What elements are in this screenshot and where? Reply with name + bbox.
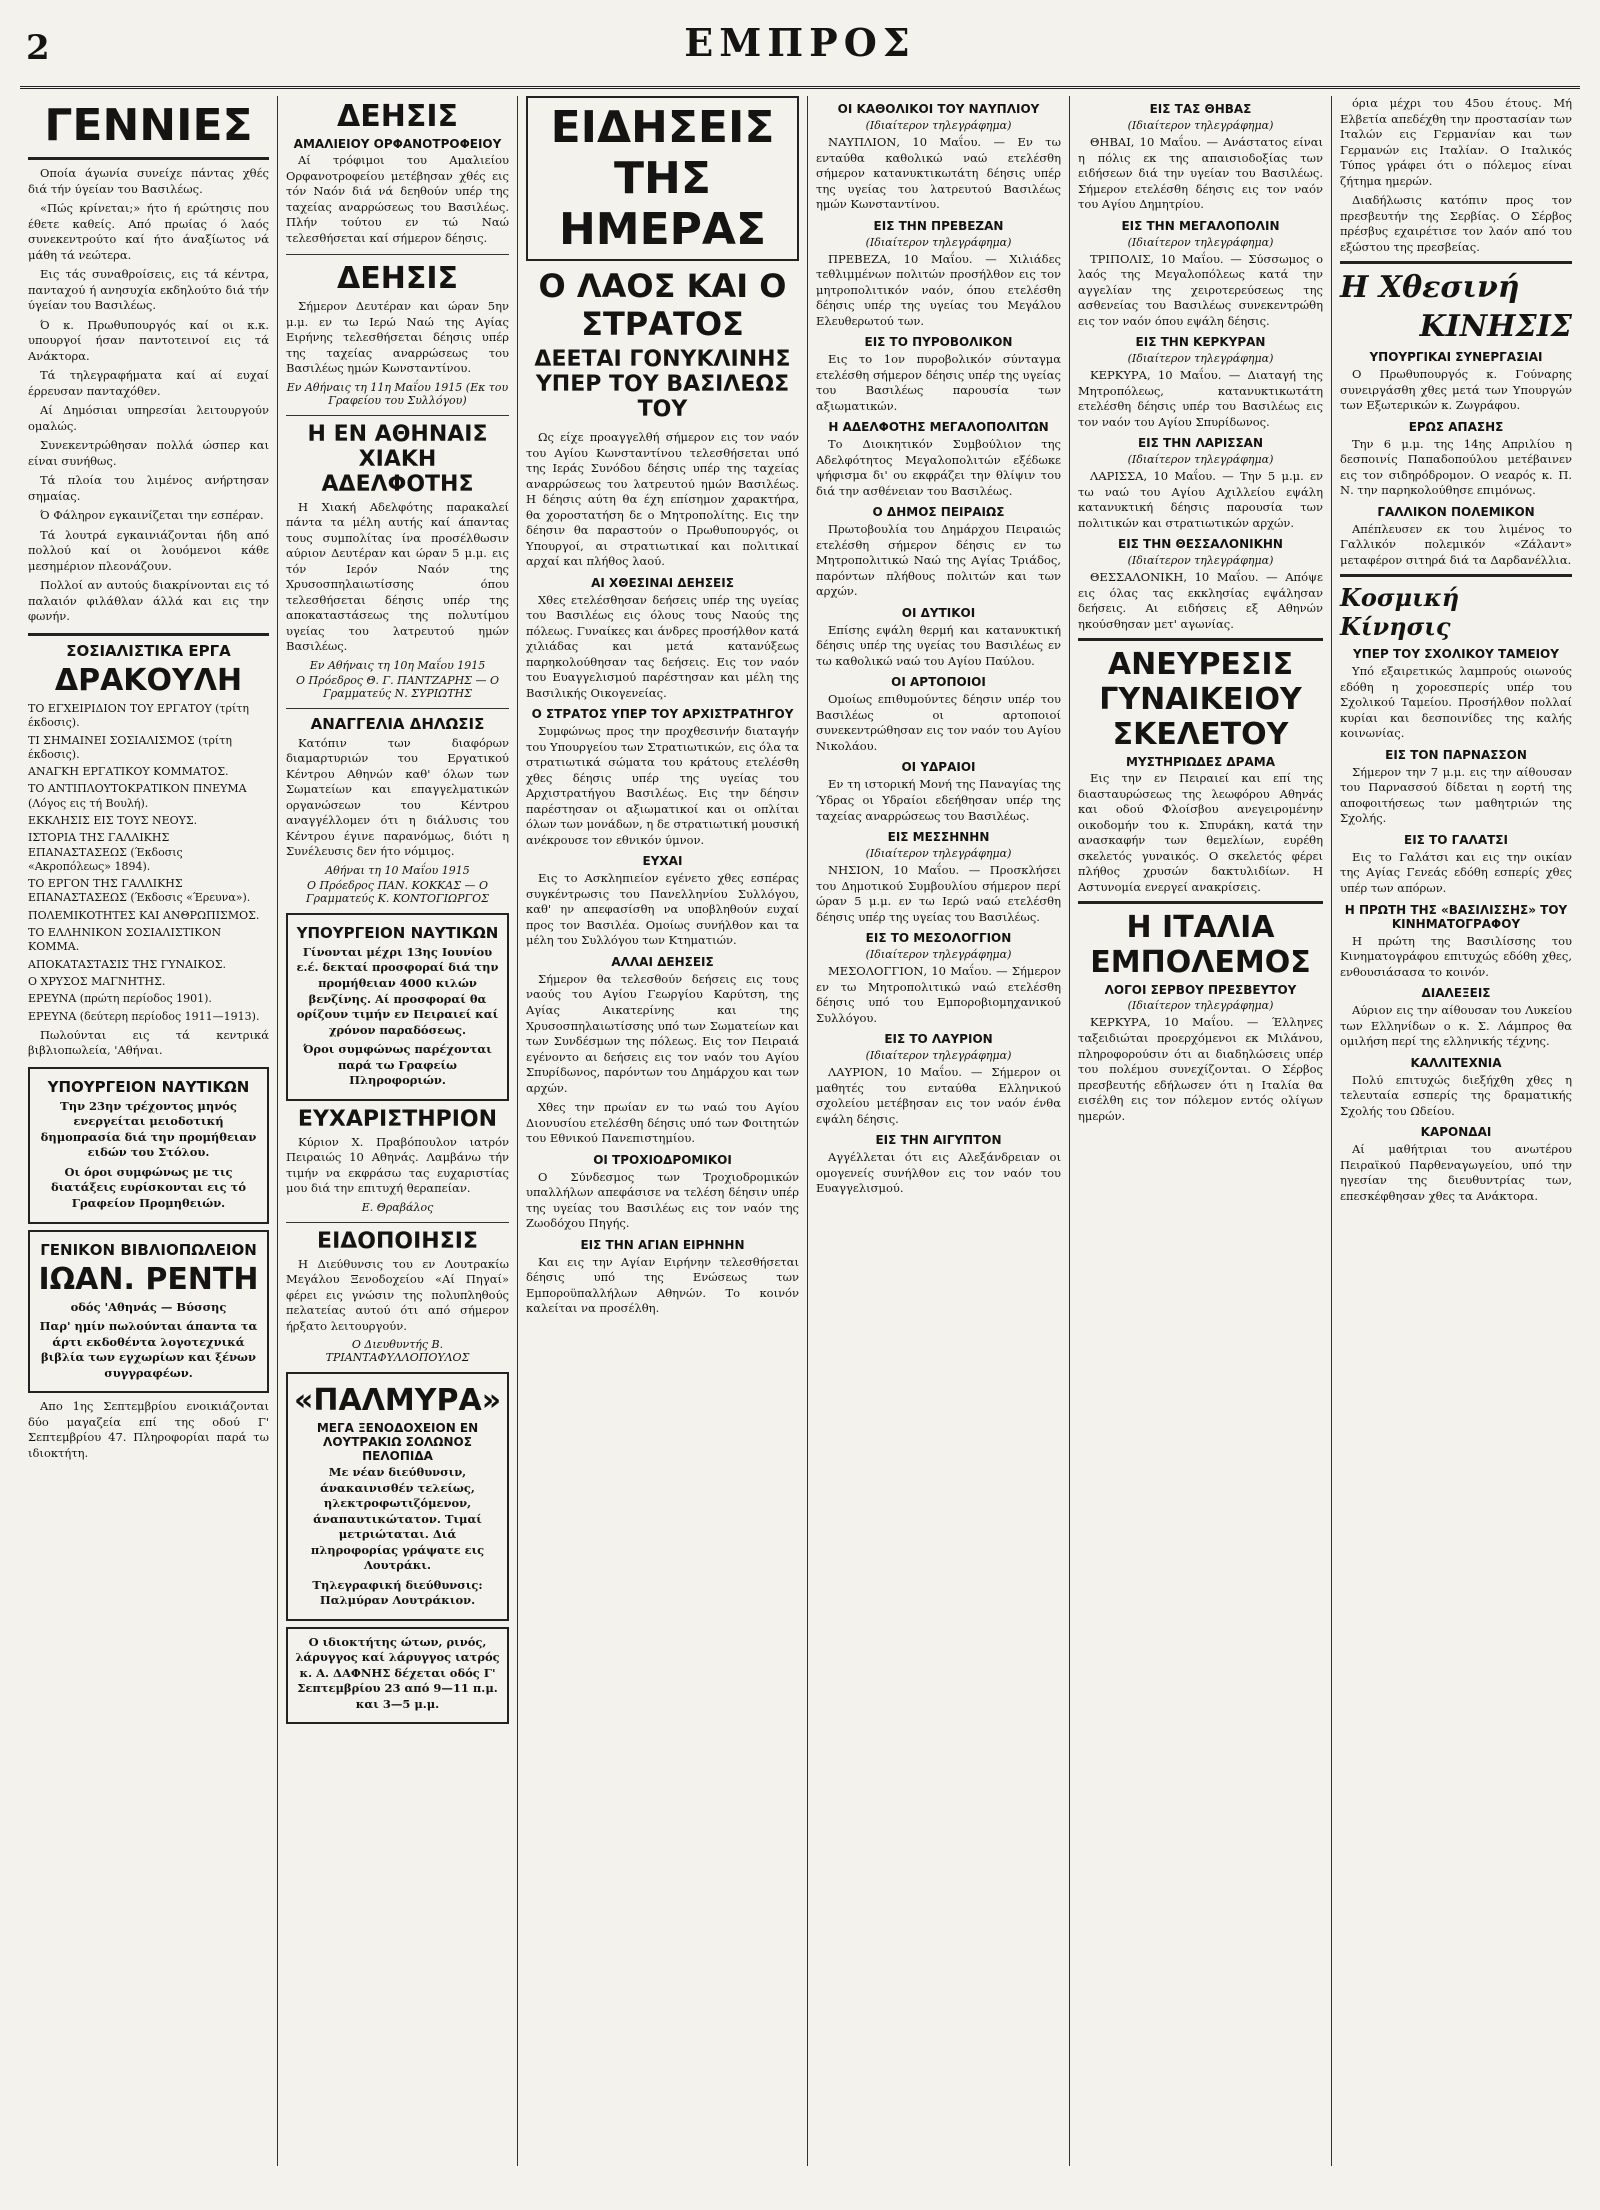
paragraph: Σήμερον Δευτέραν και ώραν 5ην μ.μ. εν τω Ιερώ Ναώ της Αγίας Ειρήνης τελεσθήσεται δέησις υπέρ της ταχείας αναρρώσεως του Βασιλέως ημών Κωνσταντίνου.: [286, 299, 509, 376]
section-title: ΕΙΣ ΤΑΣ ΘΗΒΑΣ: [1149, 102, 1252, 116]
section-title: ΟΙ ΤΡΟΧΙΟΔΡΟΜΙΚΟΙ: [593, 1152, 732, 1167]
paragraph: Πωλούνται εις τά κεντρικά βιβλιοπωλεία, 'Αθήναι.: [28, 1027, 269, 1058]
column-1: [20, 96, 278, 2166]
advertisement-navy: [28, 1067, 269, 1224]
italy-headline: Η ΙΤΑΛΙΑ ΕΜΠΟΛΕΜΟΣ: [1090, 910, 1311, 981]
paragraph: ΠΡΕΒΕΖΑ, 10 Μαΐου. — Χιλιάδες τεθλιμμένων πολιτών προσήλθον εις τον μητροπολιτικόν ναόν, όπου ετελέσθη δέησις υπέρ της υγείας του Μεγάλου Ελευθερωτού των.: [816, 251, 1061, 328]
paragraph: Κατόπιν των διαφόρων διαμαρτυριών του Εργατικού Κέντρου Αθηνών καθ' όλων των Σωματείων και επαγγελματικών οργανώσεων του Κέντρου αναγγέλλομεν ότι η διάλυσις του Κέντρου έγινε παρανόμως, διότι η Συνέλευσις δεν ήτο νόμιμος.: [286, 735, 509, 859]
paragraph: Πολύ επιτυχώς διεξήχθη χθες η τελευταία εσπερίς της δραματικής Σχολής του Ωδείου.: [1340, 1072, 1572, 1118]
paragraph: Η Διεύθυνσις του εν Λουτρακίω Μεγάλου Ξενοδοχείου «Αί Πηγαί» φέρει εις γνώσιν της πολυπληθούς πελατείας αυτού ότι από σήμερον ήρξατο λειτουργούν.: [286, 1256, 509, 1333]
section-title: ΚΑΡΟΝΔΑΙ: [1420, 1125, 1492, 1140]
paragraph: Τά λουτρά εγκαινιάζονται ήδη από πολλού καί οι λουόμενοι κάθε μεσημέριον πλεονάζουν.: [28, 527, 269, 573]
section-title: ΕΙΣ ΤΗΝ ΑΙΓΥΠΤΟΝ: [875, 1133, 1002, 1148]
ad-text: Οι όροι συμφώνως με τις διατάξεις ευρίσκονται εις τό Γραφείον Προμηθειών.: [50, 1164, 247, 1210]
ad-text: Τηλεγραφική διεύθυνσις: Παλμύραν Λουτράκιον.: [312, 1577, 483, 1608]
telegram-caption: (Ιδιαίτερον τηλεγράφημα): [1127, 554, 1274, 568]
telegram-caption: (Ιδιαίτερον τηλεγράφημα): [1127, 453, 1274, 467]
article-gennies: [28, 100, 269, 625]
advertisement-doctor: [286, 1627, 509, 1725]
ad-text: οδός 'Αθηνάς — Βύσσης: [70, 1299, 227, 1314]
telegram-caption: (Ιδιαίτερον τηλεγράφημα): [865, 1049, 1012, 1063]
section-title: ΕΙΣ ΤΗΝ ΠΡΕΒΕΖΑΝ: [873, 218, 1004, 233]
paragraph: Εις το Γαλάτσι και εις την οικίαν της Αγίας Γενεάς εδόθη εσπερίς χθες υπέρ των απόρων.: [1340, 849, 1572, 895]
paragraph: Σήμερον θα τελεσθούν δεήσεις εις τους ναούς του Αγίου Γεωργίου Καρύτση, της Αγίας Αικατερίνης και της Χρυσοσπηλαιωτίσσης υπό των Σωματείων και των Συνδέσμων της πόλεως. Εις τον Πειραιά εγένοντο αι δεήσεις εις τον ναόν του Αγίου Σπυρίδωνος, παρόντων του Δημάρχου και των αρχών.: [526, 971, 799, 1095]
section-title: ΟΙ ΚΑΘΟΛΙΚΟΙ ΤΟΥ ΝΑΥΠΛΙΟΥ: [837, 102, 1040, 116]
list-item: Ο ΧΡΥΣΟΣ ΜΑΓΝΗΤΗΣ.: [28, 974, 166, 988]
telegram-caption: (Ιδιαίτερον τηλεγράφημα): [1127, 352, 1274, 366]
list-item: ΑΝΑΓΚΗ ΕΡΓΑΤΙΚΟΥ ΚΟΜΜΑΤΟΣ.: [28, 765, 229, 779]
list-item: ΤΟ ΕΓΧΕΙΡΙΔΙΟΝ ΤΟΥ ΕΡΓΑΤΟΥ (τρίτη έκδοσις).: [28, 701, 249, 730]
paragraph: Συμφώνως προς την προχθεσινήν διαταγήν του Υπουργείου των Στρατιωτικών, εις όλα τα στρατιωτικά σώματα του κράτους ετελέσθη χθες δέησις υπέρ της υγείας του Αρχιστρατήγου Βασιλέως. Εις την δέησιν παρέστησαν οι αξιωματικοί και οι οπλίται όλων των μονάδων, η δε στρατιωτική μουσική ανέκρουσε τον εθνικόν ύμνον.: [526, 724, 799, 847]
section-title: ΕΙΣ ΤΟ ΜΕΣΟΛΟΓΓΙΟΝ: [865, 931, 1012, 946]
column-2: [278, 96, 518, 2166]
column-6: [1332, 96, 1580, 2166]
paragraph: Τά πλοία του λιμένος ανήρτησαν σημαίας.: [28, 473, 269, 503]
divider: [1340, 574, 1572, 577]
list-item: ΠΟΛΕΜΙΚΟΤΗΤΕΣ ΚΑΙ ΑΝΘΡΩΠΙΣΜΟΣ.: [28, 908, 260, 922]
paragraph: Κύριον Χ. Πραβόπουλον ιατρόν Πειραιώς 10 Αθηνάς. Λαμβάνω τήν τιμήν να εκφράσω τας ευχαριστίας μου διά την επιτυχή θεραπείαν.: [286, 1134, 509, 1196]
telegram-caption: (Ιδιαίτερον τηλεγράφημα): [865, 235, 1012, 249]
section-title: ΕΙΣ ΤΗΝ ΛΑΡΙΣΣΑΝ: [1137, 436, 1264, 451]
paragraph: ΛΑΥΡΙΟΝ, 10 Μαΐου. — Σήμερον οι μαθητές του ενταύθα Ελληνικού σχολείου μετέβησαν εις τον ναόν ένθα εψάλη δέησις.: [816, 1065, 1061, 1126]
telegram-caption: (Ιδιαίτερον τηλεγράφημα): [865, 847, 1012, 861]
article-chian-brotherhood: [286, 422, 509, 700]
paragraph: Οποία άγωνία συνείχε πάντας χθές διά τήν ύγείαν του Βασιλέως.: [28, 166, 269, 196]
social-movement-heading: Κοσμική Κίνησις: [1340, 583, 1460, 642]
section-title: ΕΙΣ ΤΗΝ ΜΕΓΑΛΟΠΟΛΙΝ: [1121, 218, 1280, 233]
ad-title: «ΠΑΛΜΥΡΑ»: [294, 1383, 502, 1419]
section-title: ΕΥΧΑΙ: [642, 854, 683, 869]
paragraph: Απέπλευσεν εκ του λιμένος το Γαλλικόν πολεμικόν «Ζάλαντ» μεταφέρον σιτηρά διά τα Δαρδανέλλια.: [1340, 521, 1572, 567]
italy-subheadline: ΛΟΓΟΙ ΣΕΡΒΟΥ ΠΡΕΣΒΕΥΤΟΥ: [1104, 983, 1297, 998]
signature: Ο Διευθυντής Β. ΤΡΙΑΝΤΑΦΥΛΛΟΠΟΥΛΟΣ: [325, 1338, 470, 1365]
section-title: ΟΙ ΑΡΤΟΠΟΙΟΙ: [891, 675, 986, 690]
section-title: ΓΑΛΛΙΚΟΝ ΠΟΛΕΜΙΚΟΝ: [1377, 504, 1535, 519]
divider: [286, 708, 509, 709]
paragraph: ΛΑΡΙΣΣΑ, 10 Μαΐου. — Την 5 μ.μ. εν τω ναώ του Αγίου Αχιλλείου εψάλη κατανυκτική δέησις παρουσία των πολιτικών και στρατιωτικών αρχών.: [1078, 469, 1323, 530]
article-thanks: [286, 1107, 509, 1214]
paragraph: Εις το Ασκληπιείον εγένετο χθες εσπέρας συγκέντρωσις του Πανελληνίου Συλλόγου, καθ' ην απεφασίσθη να υποβληθούν ευχαί προς τον Βασιλέα. Ομοίως συνήλθον και τα μέλη του Συλλόγου των Κτηματιών.: [526, 871, 799, 948]
list-item: ΑΠΟΚΑΤΑΣΤΑΣΙΣ ΤΗΣ ΓΥΝΑΙΚΟΣ.: [28, 957, 226, 971]
article-socialist-works: [28, 642, 269, 1059]
section-title: ΕΙΣ ΤΗΝ ΑΓΙΑΝ ΕΙΡΗΝΗΝ: [580, 1237, 745, 1252]
paragraph: Απο 1ης Σεπτεμβρίου ενοικιάζονται δύο μαγαζεία επί της οδού Γ' Σεπτεμβρίου 47. Πληροφορίαι παρά τω ιδιοκτήτη.: [28, 1399, 269, 1460]
paragraph: Αί μαθήτριαι του ανωτέρου Πειραϊκού Παρθεναγωγείου, υπό την ηγεσίαν της διευθυντρίας των, επεσκέφθησαν χθες τα Ανάκτορα.: [1340, 1142, 1572, 1203]
paragraph: ΘΗΒΑΙ, 10 Μαΐου. — Ανάστατος είναι η πόλις εκ της απαισιοδοξίας των ειδήσεων διά την υγείαν του Βασιλέως. Σήμερον ετελέσθη δέησις εις τον ναόν του Αγίου Δημητρίου.: [1078, 135, 1323, 212]
section-title: ΥΠΟΥΡΓΙΚΑΙ ΣΥΝΕΡΓΑΣΙΑΙ: [1369, 350, 1543, 365]
author-name: ΔΡΑΚΟΥΛΗ: [54, 662, 243, 698]
section-title: ΕΙΣ ΜΕΣΣΗΝΗΝ: [887, 830, 990, 845]
paragraph: Και εις την Αγίαν Ειρήνην τελεσθήσεται δέησις υπό της Ενώσεως των Εμποροϋπαλλήλων Αθηνών. Το κοινόν καλείται να προσέλθη.: [526, 1254, 799, 1316]
paragraph: ΝΗΣΙΟΝ, 10 Μαΐου. — Προσκλήσει του Δημοτικού Συμβουλίου σήμερον περί ώραν 5 μ.μ. εν τω Ιερώ ναώ ετελέσθη δέησις υπέρ της υγείας του Βασιλέως.: [816, 863, 1061, 924]
newspaper-page: [20, 16, 1580, 2176]
section-title: ΥΠΕΡ ΤΟΥ ΣΧΟΛΙΚΟΥ ΤΑΜΕΙΟΥ: [1353, 647, 1559, 662]
paragraph: Πολλοί αν αυτούς διακρίνονται εις τό παλαιόν φιλάθλαν άλλά και εις την φωνήν.: [28, 578, 269, 624]
news-of-the-day-title: ΕΙΔΗΣΕΙΣ ΤΗΣ ΗΜΕΡΑΣ: [526, 96, 799, 261]
list-item: ΕΡΕΥΝΑ (πρώτη περίοδος 1901).: [28, 992, 212, 1006]
paragraph: ΤΡΙΠΟΛΙΣ, 10 Μαΐου. — Σύσσωμος ο λαός της Μεγαλοπόλεως κατά την αγγελίαν της χειροτερεύσεως της ασθενείας του Βασιλέως συνεκεντρώθη εις τον ναόν όπου εψάλη δέησις.: [1078, 251, 1323, 328]
paragraph: Διαδήλωσις κατόπιν προς τον πρεσβευτήν της Σερβίας. Ο Σέρβος πρέσβυς εχαιρέτισε τον λαόν από του εξώστου της πρεσβείας.: [1340, 193, 1572, 254]
telegram-caption: (Ιδιαίτερον τηλεγράφημα): [865, 119, 1012, 132]
paragraph: Ο Σύνδεσμος των Τροχιοδρομικών υπαλλήλων απεφάσισε να τελέση δέησιν υπέρ της υγείας του Βασιλέως εις τον ναόν της Ζωοδόχου Πηγής.: [526, 1169, 799, 1231]
section-title: ΟΙ ΔΥΤΙΚΟΙ: [901, 605, 976, 620]
ad-text: Όροι συμφώνως παρέχονται παρά τω Γραφείω Πληροφοριών.: [303, 1042, 492, 1088]
section-title: ΕΙΣ ΤΟ ΓΑΛΑΤΣΙ: [1404, 832, 1508, 847]
paragraph: Ό κ. Πρωθυπουργός καί οι κ.κ. υπουργοί ήσαν παντοτεινοί εις τά Ανάκτορα.: [28, 317, 269, 363]
list-item: ΕΡΕΥΝΑ (δεύτερη περίοδος 1911—1913).: [28, 1009, 260, 1023]
paragraph: Πρωτοβουλία του Δημάρχου Πειραιώς ετελέσθη σήμερον δέησις εν τω Μητροπολιτικώ Ναώ της Αγίας Τριάδος, παρόντων πλήθους πολιτών και των αρχών.: [816, 522, 1061, 599]
paragraph: Το Διοικητικόν Συμβούλιον της Αδελφότητος Μεγαλοπολιτών εξέδωκε ψήφισμα δι' ου εκφράζει την θλίψιν του διά την ασθένειαν του Βασιλέως.: [816, 437, 1061, 498]
masthead: [20, 16, 1580, 89]
paragraph: Εν τη ιστορική Μονή της Παναγίας της Ύδρας οι Υδραίοι εδεήθησαν υπέρ της ταχείας αναρρώσεως του Βασιλέως.: [816, 777, 1061, 823]
paragraph: Επίσης εψάλη θερμή και κατανυκτική δέησις υπέρ της υγείας του Βασιλέως εν τω καθολικώ ναώ του Αγίου Παύλου.: [816, 622, 1061, 668]
article-title: ΕΙΔΟΠΟΙΗΣΙΣ: [317, 1228, 478, 1254]
column-3: [518, 96, 808, 2166]
section-title: ΔΙΑΛΕΞΕΙΣ: [1421, 986, 1491, 1001]
paper-name: ΕΜΠΡΟΣ: [684, 20, 916, 65]
paragraph: Ό Φάληρον εγκαινίζεται την εσπέραν.: [40, 508, 264, 523]
article-deisis-orphanage: [286, 99, 509, 246]
ad-text: Με νέαν διεύθυνσιν, άνακαινισθέν τελείως, ηλεκτροφωτιζόμενον, άναπαυτικώτατον. Τιμαί μετριώταται. Διά πληροφορίας γράψατε εις Λουτράκι.: [310, 1465, 485, 1573]
telegram-caption: (Ιδιαίτερον τηλεγράφημα): [1127, 235, 1274, 249]
ad-title: ΥΠΟΥΡΓΕΙΟΝ ΝΑΥΤΙΚΩΝ: [296, 923, 499, 942]
paragraph: Χθες ετελέσθησαν δεήσεις υπέρ της υγείας του Βασιλέως εις όλους τους Ναούς της πόλεως. Γυναίκες και άνδρες προσήλθον κατά χιλιάδας και μετά κατανύξεως παρηκολούθησαν τας δεήσεις. Εις τον ναόν του Ευαγγελισμού παρέστησαν και μέλη της Βασιλικής Οικογενείας.: [526, 592, 799, 700]
skeleton-subheadline: ΜΥΣΤΗΡΙΩΔΕΣ ΔΡΑΜΑ: [1126, 755, 1275, 770]
paragraph: «Πώς κρίνεται;» ήτο ή ερώτησις που έθετε καθείς. Από πρωίας ό λαός συνεκεντρούτο καί ήτο άναξίωτος νά μάθη τά νεώτερα.: [28, 201, 269, 262]
ad-text: Ο ιδιοκτήτης ώτων, ρινός, λάρυγγος καί λάρυγγος ιατρός κ. Α. ΔΑΦΝΗΣ δέχεται οδός Γ' Σεπτεμβρίου 23 από 9—11 π.μ. και 3—5 μ.μ.: [295, 1634, 500, 1711]
lead-headline: Ο ΛΑΟΣ ΚΑΙ Ο ΣΤΡΑΤΟΣ: [538, 267, 787, 343]
list-item: ΕΚΚΛΗΣΙΣ ΕΙΣ ΤΟΥΣ ΝΕΟΥΣ.: [28, 814, 198, 827]
section-title: ΕΙΣ ΤΟ ΠΥΡΟΒΟΛΙΚΟΝ: [864, 335, 1013, 350]
article-title: ΔΕΗΣΙΣ: [337, 99, 458, 134]
column-4: [808, 96, 1070, 2166]
section-title: ΕΙΣ ΤΗΝ ΚΕΡΚΥΡΑΝ: [1135, 335, 1266, 350]
article-deisis: [286, 261, 509, 407]
paragraph: Εις το 1ον πυροβολικόν σύνταγμα ετελέσθη σήμερον δέησις υπέρ της υγείας του Βασιλέως παρουσία των αξιωματικών.: [816, 352, 1061, 413]
signature: Εν Αθήναις τη 11η Μαΐου 1915 (Εκ του Γραφείου του Συλλόγου): [286, 380, 509, 407]
paragraph: ΚΕΡΚΥΡΑ, 10 Μαΐου. — Έλληνες ταξειδιώται προερχόμενοι εκ Μιλάνου, πληροφορούσιν ότι αι διαδηλώσεις υπέρ του πολέμου συνεχίζονται. Ο Σέρβος πρεσβευτής εδήλωσεν ότι η Ιταλία θα εισέλθη εις τον πόλεμον εντός ολίγων ημερών.: [1078, 1015, 1323, 1123]
paragraph: Τά τηλεγραφήματα καί αί ευχαί έρρευσαν πανταχόθεν.: [28, 368, 269, 398]
list-item: ΙΣΤΟΡΙΑ ΤΗΣ ΓΑΛΛΙΚΗΣ ΕΠΑΝΑΣΤΑΣΕΩΣ (Έκδοσις «Ακροπόλεως» 1894).: [28, 831, 183, 873]
divider: [286, 415, 509, 416]
book-list: [28, 702, 269, 1024]
article-title: ΕΥΧΑΡΙΣΤΗΡΙΟΝ: [297, 1106, 498, 1132]
lead-subheadline: ΔΕΕΤΑΙ ΓΟΝΥΚΛΙΝΗΣ ΥΠΕΡ ΤΟΥ ΒΑΣΙΛΕΩΣ ΤΟΥ: [534, 347, 791, 422]
advertisement-bookshop: [28, 1230, 269, 1394]
section-title: Ο ΣΤΡΑΤΟΣ ΥΠΕΡ ΤΟΥ ΑΡΧΙΣΤΡΑΤΗΓΟΥ: [531, 707, 794, 722]
divider: [28, 157, 269, 160]
advertisement-palmyra: [286, 1372, 509, 1621]
article-title: ΑΝΑΓΓΕΛΙΑ ΔΗΛΩΣΙΣ: [310, 714, 485, 733]
article-notice: [286, 1229, 509, 1365]
section-title: ΕΙΣ ΤΟΝ ΠΑΡΝΑΣΣΟΝ: [1385, 747, 1527, 762]
section-title: ΚΑΛΛΙΤΕΧΝΙΑ: [1410, 1055, 1502, 1070]
signature: Ο Πρόεδρος Θ. Γ. ΠΑΝΤΖΑΡΗΣ — Ο Γραμματεύς Ν. ΣΥΡΙΩΤΗΣ: [296, 673, 499, 700]
paragraph: Αγγέλλεται ότι εις Αλεξάνδρειαν οι ομογενείς συνήλθον εις τον ναόν του Ευαγγελισμού.: [816, 1150, 1061, 1196]
article-title: ΔΕΗΣΙΣ: [337, 261, 458, 297]
article-subtitle: ΑΜΑΛΙΕΙΟΥ ΟΡΦΑΝΟΤΡΟΦΕΙΟΥ: [293, 137, 502, 151]
movement-heading: ΚΙΝΗΣΙΣ: [1419, 309, 1572, 345]
column-5: [1070, 96, 1332, 2166]
divider: [28, 633, 269, 636]
telegram-caption: (Ιδιαίτερον τηλεγράφημα): [1127, 119, 1274, 132]
ad-text: Παρ' ημίν πωλούνται άπαντα τα άρτι εκδοθέντα λογοτεχνικά βιβλία των εγχωρίων και ξένων συγγραφέων.: [39, 1319, 258, 1380]
paragraph: Αί τρόφιμοι του Αμαλιείου Ορφανοτροφείου μετέβησαν χθές εις τόν Ναόν διά νά δεηθούν υπέρ της ταχείας αναρρώσεως του Βασιλέως. Πλήν τούτου εν τώ Ναώ τελεσθήσεται καί σήμερον δέησις.: [286, 153, 509, 245]
paragraph: Η Χιακή Αδελφότης παρακαλεί πάντα τα μέλη αυτής καί άπαντας τους συμπολίτας ίνα προσέλθωσιν αύριον Δευτέραν και ώραν 5 μ.μ. εις τόν Ιερόν Ναόν της Χρυσοσπηλαιωτίσσης όπου τελεσθήσεται δέησις υπέρ της αποκαταστάσεως της πολυτίμου υγείας του λατρευτού ημών Βασιλέως.: [286, 499, 509, 654]
ad-name: ΙΩΑΝ. ΡΕΝΤΗ: [38, 1261, 259, 1297]
telegram-caption: (Ιδιαίτερον τηλεγράφημα): [865, 948, 1012, 962]
yesterday-heading: Η Χθεσινή: [1340, 270, 1520, 306]
list-item: ΤΟ ΕΛΛΗΝΙΚΟΝ ΣΟΣΙΑΛΙΣΤΙΚΟΝ ΚΟΜΜΑ.: [28, 926, 222, 954]
signature: Εν Αθήναις τη 10η Μαΐου 1915: [309, 658, 486, 672]
paragraph: ΚΕΡΚΥΡΑ, 10 Μαΐου. — Διαταγή της Μητροπόλεως, κατανυκτικωτάτη ετελέσθη δέησις υπέρ του Βασιλέως εις τον ναόν του Αγίου Σπυρίδωνος.: [1078, 368, 1323, 429]
columns: [20, 96, 1580, 2166]
divider: [1340, 261, 1572, 264]
paragraph: ΝΑΥΠΛΙΟΝ, 10 Μαΐου. — Εν τω ενταύθα καθολικώ ναώ ετελέσθη σήμερον κατανυκτικωτάτη δέησις υπέρ της υγείας του λατρευτού Βασιλέως ημών Κωνσταντίνου.: [816, 135, 1061, 212]
article-title: ΓΕΝΝΙΕΣ: [44, 100, 253, 151]
ad-text: Την 23ην τρέχοντος μηνός ενεργείται μειοδοτική δημοπρασία διά την προμήθειαν ειδών του Στόλου.: [40, 1098, 257, 1160]
section-title: ΟΙ ΥΔΡΑΙΟΙ: [901, 760, 976, 775]
divider: [286, 254, 509, 255]
section-title: Η ΑΔΕΛΦΟΤΗΣ ΜΕΓΑΛΟΠΟΛΙΤΩΝ: [828, 420, 1049, 435]
signature: Ε. Θραβάλος: [361, 1200, 434, 1214]
ad-text: Γίνονται μέχρι 13ης Ιουνίου ε.έ. δεκταί προσφοραί διά την προμήθειαν 4000 κιλών βενζίνης. Αί προσφοραί θα ορίζουν τιμήν εν Πειραιεί καί χρόνον παραδόσεως.: [296, 944, 499, 1037]
article-announcement: [286, 715, 509, 905]
paragraph: Αί Δημόσιαι υπηρεσίαι λειτουργούν ομαλώς.: [28, 403, 269, 433]
divider: [286, 1222, 509, 1223]
ad-title: ΥΠΟΥΡΓΕΙΟΝ ΝΑΥΤΙΚΩΝ: [47, 1077, 250, 1096]
section-title: ΣΟΣΙΑΛΙΣΤΙΚΑ ΕΡΓΑ: [66, 641, 231, 660]
paragraph: Σήμερον την 7 μ.μ. εις την αίθουσαν του Παρνασσού δίδεται η εορτή της αποφοιτήσεως των μαθητριών της Σχολής.: [1340, 764, 1572, 826]
article-title: Η ΕΝ ΑΘΗΝΑΙΣ ΧΙΑΚΗ ΑΔΕΛΦΟΤΗΣ: [307, 421, 488, 497]
paragraph: Ομοίως επιθυμούντες δέησιν υπέρ του Βασιλέως οι αρτοποιοί συνεκεντρώθησαν εις τον ναόν του Αγίου Νικολάου.: [816, 692, 1061, 753]
page-number: 2: [26, 28, 50, 68]
signature: Ο Πρόεδρος ΠΑΝ. ΚΟΚΚΑΣ — Ο Γραμματεύς Κ. ΚΟΝΤΟΓΙΩΡΓΟΣ: [306, 878, 489, 905]
section-title: ΕΡΩΣ ΑΠΑΣΗΣ: [1408, 419, 1504, 434]
paragraph: Την 6 μ.μ. της 14ης Απριλίου η δεσποινίς Παπαδοπούλου μετέβαινεν εις τον σιδηρόδρομον. Ο νεαρός κ. Π. Ν. την παρηκολούθησε επιμόνως.: [1340, 436, 1572, 498]
paragraph: Η πρώτη της Βασιλίσσης του Κινηματογράφου επιτυχώς εδόθη χθες, ενθουσιάσασα το κοινόν.: [1340, 933, 1572, 979]
skeleton-headline: ΑΝΕΥΡΕΣΙΣ ΓΥΝΑΙΚΕΙΟΥ ΣΚΕΛΕΤΟΥ: [1099, 647, 1302, 753]
paragraph: Χθες την πρωίαν εν τω ναώ του Αγίου Διονυσίου ετελέσθη δέησις υπό των Φοιτητών του Εθνικού Πανεπιστημίου.: [526, 1100, 799, 1146]
paragraph: ΜΕΣΟΛΟΓΓΙΟΝ, 10 Μαΐου. — Σήμερον εν τω Μητροπολιτικώ ναώ ετελέσθη δέησις υπό του Εμποροβιομηχανικού Συλλόγου.: [816, 964, 1061, 1025]
paragraph: Ως είχε προαγγελθή σήμερον εις τον ναόν του Αγίου Κωνσταντίνου τελεσθήσεται υπό της Ιεράς Συνόδου δέησις υπέρ της ταχείας αναρρώσεως του λατρευτού ημών Βασιλέως. Η δέησις αύτη θα έχη επίσημον χαρακτήρα, θα χοροστατήση δε ο Μητροπολίτης. Εις την δέησιν θα παραστούν ο Πρωθυπουργός, οι Υπουργοί, αι στρατιωτικαί και πολιτικαί αρχαί και πλήθος λαού.: [526, 430, 799, 569]
paragraph: ΘΕΣΣΑΛΟΝΙΚΗ, 10 Μαΐου. — Απόψε εις όλας τας εκκλησίας εψάλησαν δεήσεις. Αι ειδήσεις εξ Αθηνών ηκούσθησαν μετ' αγωνίας.: [1078, 570, 1323, 631]
paragraph: Αύριον εις την αίθουσαν του Λυκείου των Ελληνίδων ο κ. Σ. Λάμπρος θα ομιλήση περί της ελληνικής τέχνης.: [1340, 1003, 1572, 1049]
paragraph: Συνεκεντρώθησαν πολλά ώσπερ και είναι συνήθως.: [28, 438, 269, 468]
telegram-caption: (Ιδιαίτερον τηλεγράφημα): [1127, 999, 1274, 1013]
section-title: ΕΙΣ ΤΟ ΛΑΥΡΙΟΝ: [884, 1032, 993, 1047]
section-title: Η ΠΡΩΤΗ ΤΗΣ «ΒΑΣΙΛΙΣΣΗΣ» ΤΟΥ ΚΙΝΗΜΑΤΟΓΡΑΦΟΥ: [1344, 902, 1568, 931]
paragraph: όρια μέχρι του 45ου έτους. Μή Ελβετία απεδέχθη την προστασίαν των Ιταλών εις Γερμανίαν και των Γερμανών εις Ιταλίαν. Ο Ιταλικός Τύπος γράφει ότι ο πόλεμος είναι ζήτημα ημερών.: [1340, 96, 1572, 188]
paragraph: Υπό εξαιρετικώς λαμπρούς οιωνούς εδόθη η χοροεσπερίς υπέρ του Σχολικού Ταμείου. Προσήλθον πολλαί κυρίαι και δεσποινίδες της καλής κοινωνίας.: [1340, 664, 1572, 741]
divider: [1078, 901, 1323, 904]
paragraph: Εις την εν Πειραιεί και επί της διασταυρώσεως της λεωφόρου Αθηνάς και οδού Φλοίσβου ανεγειρομένην οικοδομήν του κ. Σπυράκη, κατά την ανασκαφήν των θεμελίων, ευρέθη σκελετός γυναικός. Ο σκελετός φέρει πλήθος χρυσών δακτυλιδίων. Η Αστυνομία ενεργεί ανακρίσεις.: [1078, 771, 1323, 894]
ad-title: ΓΕΝΙΚΟΝ ΒΙΒΛΙΟΠΩΛΕΙΟΝ: [40, 1240, 257, 1259]
section-title: ΑΙ ΧΘΕΣΙΝΑΙ ΔΕΗΣΕΙΣ: [591, 575, 734, 590]
section-title: ΑΛΛΑΙ ΔΕΗΣΕΙΣ: [611, 954, 714, 969]
list-item: ΤΙ ΣΗΜΑΙΝΕΙ ΣΟΣΙΑΛΙΣΜΟΣ (τρίτη έκδοσις).: [28, 733, 232, 761]
advertisement-navy-tender: [286, 913, 509, 1101]
paragraph: Εις τάς συναθροίσεις, εις τά κέντρα, πανταχού ή ανησυχία εκδηλούτο διά τήν ύγείαν του Βασιλέως.: [28, 267, 269, 313]
list-item: ΤΟ ΑΝΤΙΠΛΟΥΤΟΚΡΑΤΙΚΟΝ ΠΝΕΥΜΑ (Λόγος εις τή Βουλή).: [28, 782, 247, 810]
section-title: ΕΙΣ ΤΗΝ ΘΕΣΣΑΛΟΝΙΚΗΝ: [1118, 537, 1283, 552]
ad-subtitle: ΜΕΓΑ ΞΕΝΟΔΟΧΕΙΟΝ ΕΝ ΛΟΥΤΡΑΚΙΩ ΣΟΛΩΝΟΣ ΠΕΛΟΠΙΔΑ: [316, 1421, 479, 1464]
section-title: Ο ΔΗΜΟΣ ΠΕΙΡΑΙΩΣ: [872, 505, 1005, 520]
paragraph: Ο Πρωθυπουργός κ. Γούναρης συνειργάσθη χθες μετά των Υπουργών των Εξωτερικών κ. Ζωγράφου.: [1340, 367, 1572, 413]
list-item: ΤΟ ΕΡΓΟΝ ΤΗΣ ΓΑΛΛΙΚΗΣ ΕΠΑΝΑΣΤΑΣΕΩΣ (Έκδοσις «Έρευνα»).: [28, 877, 251, 905]
divider: [1078, 638, 1323, 641]
signature: Αθήναι τη 10 Μαΐου 1915: [325, 863, 470, 877]
